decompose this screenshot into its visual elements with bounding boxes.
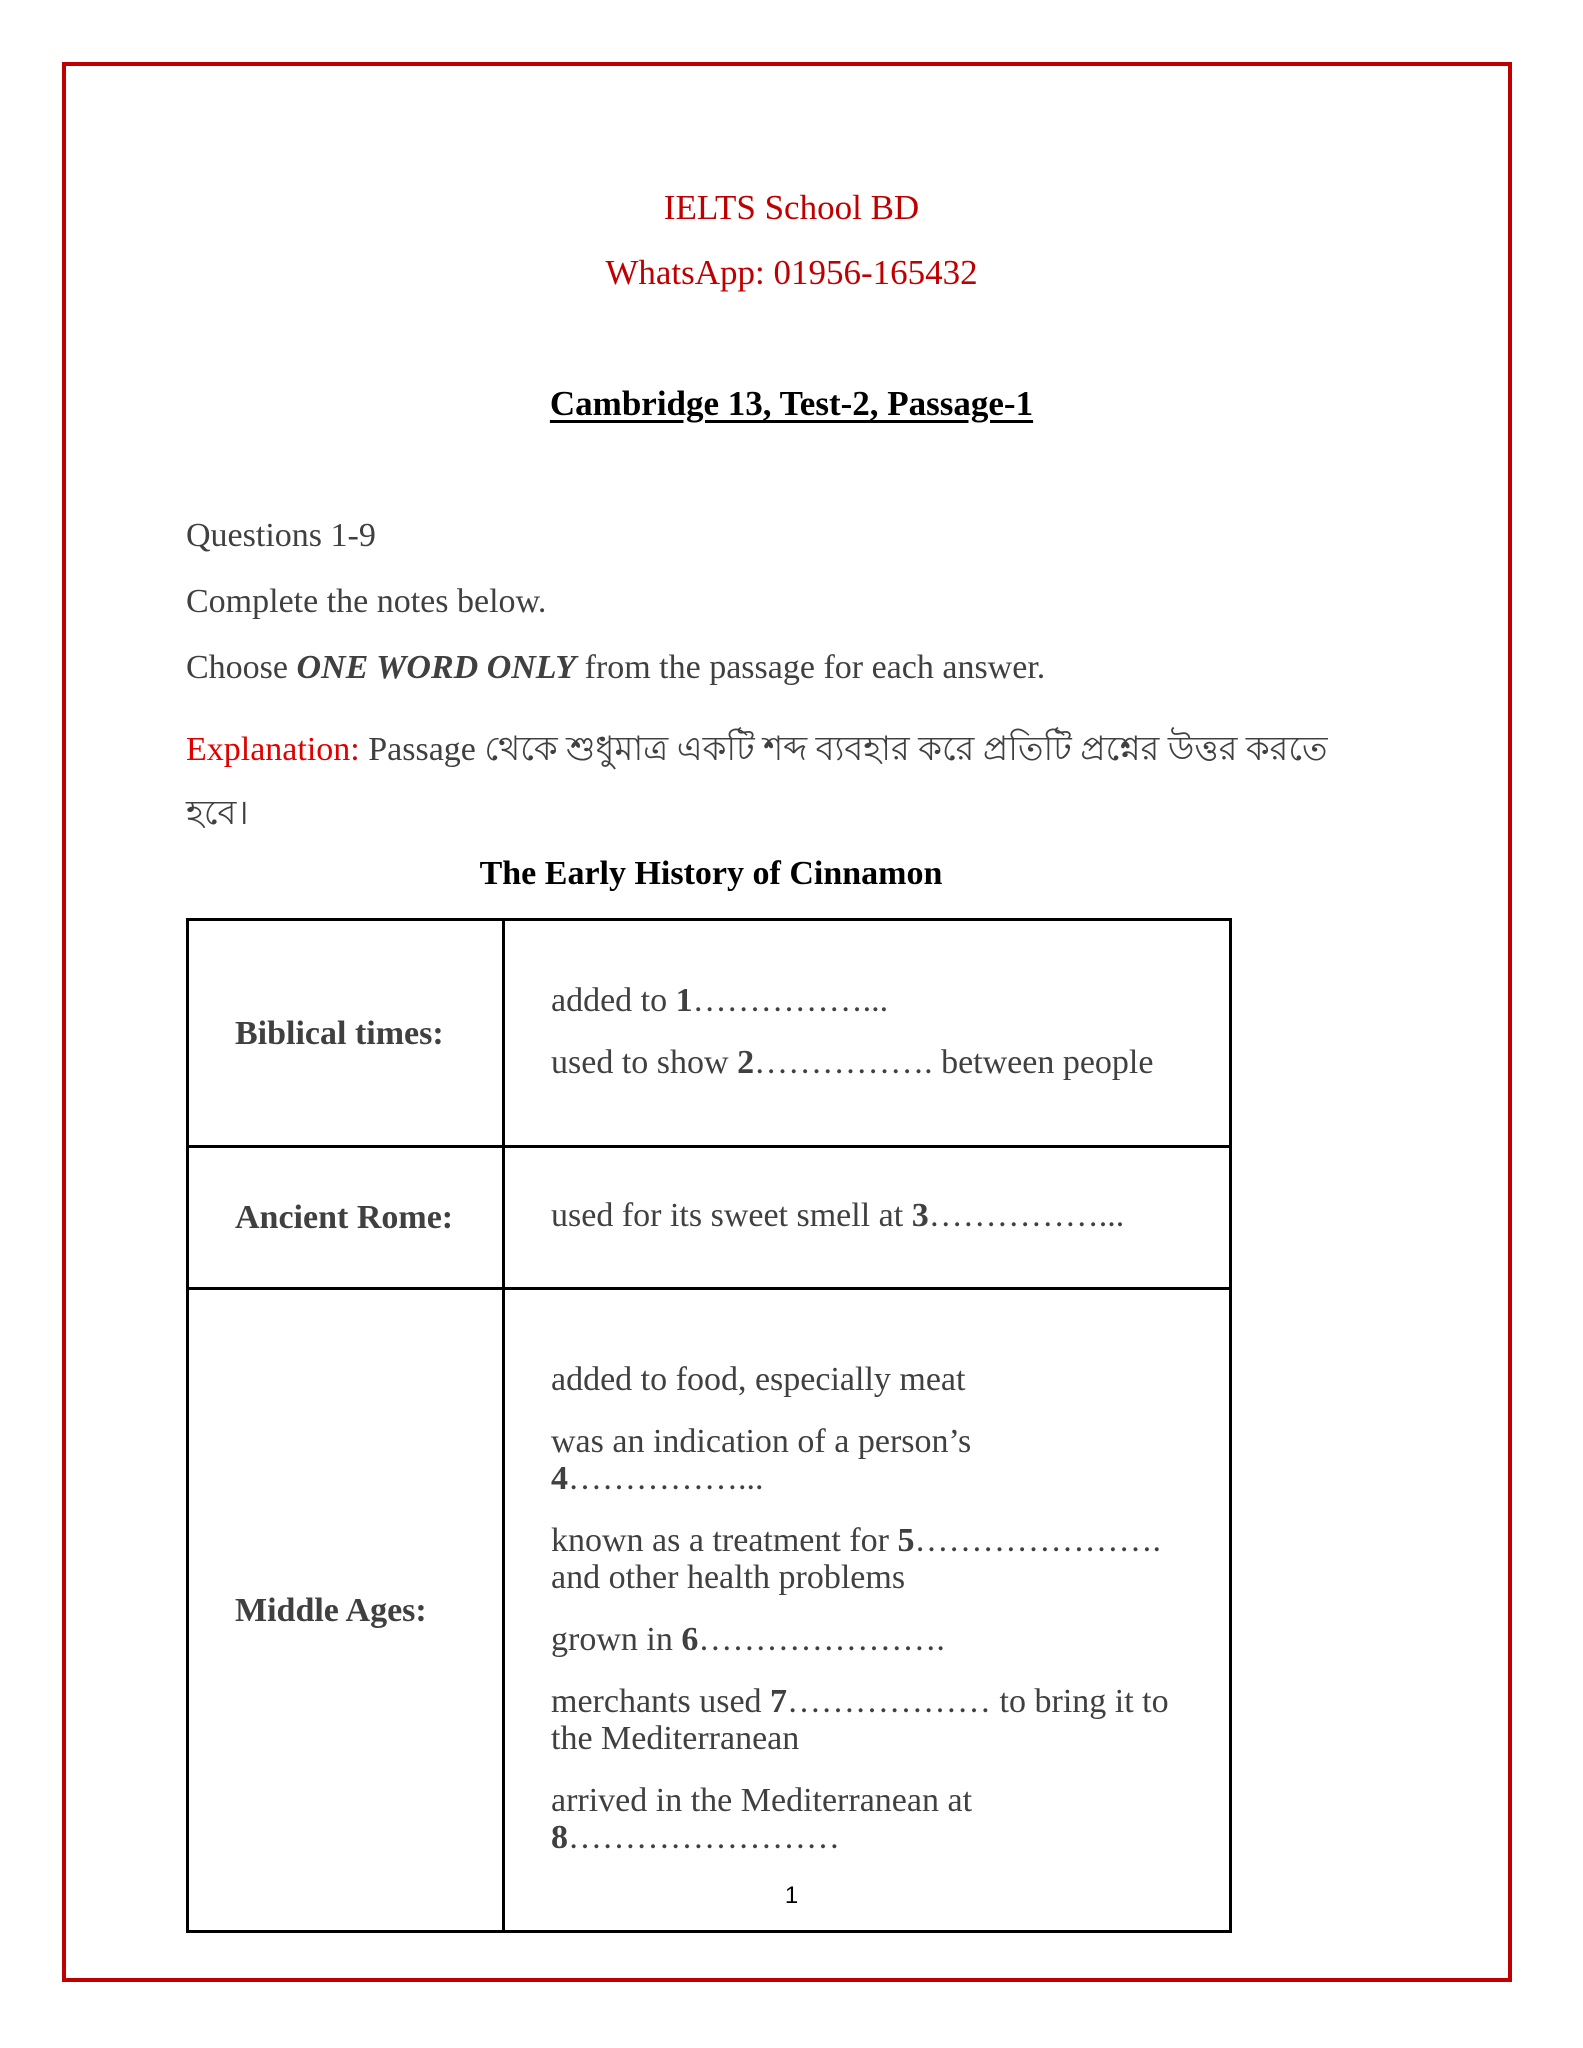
explanation-text: Passage থেকে শুধুমাত্র একটি শব্দ ব্যবহার করে প্রতিটি প্রশ্নের উত্তর করতে হবে। xyxy=(186,731,1328,832)
question-number: 4 xyxy=(551,1459,568,1497)
note-item: used for its sweet smell at 3……………... xyxy=(551,1197,1125,1234)
note-item: known as a treatment for 5…………………. and other health problems xyxy=(551,1521,1161,1596)
table-row xyxy=(188,920,1231,1147)
explanation xyxy=(186,718,1366,846)
table-row xyxy=(188,1289,1231,1932)
period-label: Ancient Rome: xyxy=(188,1147,504,1289)
page-number: 1 xyxy=(784,1882,799,1909)
question-number: 1 xyxy=(675,981,693,1019)
brand-name: IELTS School BD xyxy=(663,188,920,227)
question-number: 5 xyxy=(897,1521,915,1559)
word-limit-emphasis: ONE WORD ONLY xyxy=(296,649,577,686)
question-number: 8 xyxy=(551,1818,568,1856)
question-number: 6 xyxy=(681,1620,699,1658)
instruction-suffix: from the passage for each answer. xyxy=(576,649,1046,686)
notes-table xyxy=(186,918,1232,1933)
instruction-prefix: Choose xyxy=(186,649,297,686)
notes-title: The Early History of Cinnamon xyxy=(479,855,943,892)
note-item: added to 1……………... xyxy=(551,981,889,1019)
note-item: arrived in the Mediterranean at 8…………………… xyxy=(551,1781,973,1856)
note-item: was an indication of a person’s 4……………... xyxy=(551,1422,972,1497)
whatsapp-contact: WhatsApp: 01956-165432 xyxy=(605,253,978,292)
table-row xyxy=(188,1147,1231,1289)
question-range: Questions 1-9 xyxy=(186,517,376,554)
period-details xyxy=(504,1147,1231,1289)
period-label: Middle Ages: xyxy=(188,1289,504,1932)
document-title: Cambridge 13, Test-2, Passage-1 xyxy=(549,384,1034,423)
period-details xyxy=(504,1289,1231,1932)
question-number: 7 xyxy=(770,1682,788,1720)
note-item: merchants used 7……………… to bring it to the Mediterranean xyxy=(551,1682,1169,1757)
question-number: 3 xyxy=(911,1197,929,1234)
note-item: used to show 2……………. between people xyxy=(551,1043,1154,1081)
period-details xyxy=(504,920,1231,1147)
instruction-word-limit xyxy=(186,648,1045,688)
question-number: 2 xyxy=(737,1043,755,1081)
note-item: added to food, especially meat xyxy=(551,1360,966,1398)
explanation-label: Explanation: xyxy=(186,731,360,768)
period-label: Biblical times: xyxy=(188,920,504,1147)
note-item: grown in 6…………………. xyxy=(551,1620,945,1658)
instruction-complete-notes: Complete the notes below. xyxy=(186,583,547,620)
